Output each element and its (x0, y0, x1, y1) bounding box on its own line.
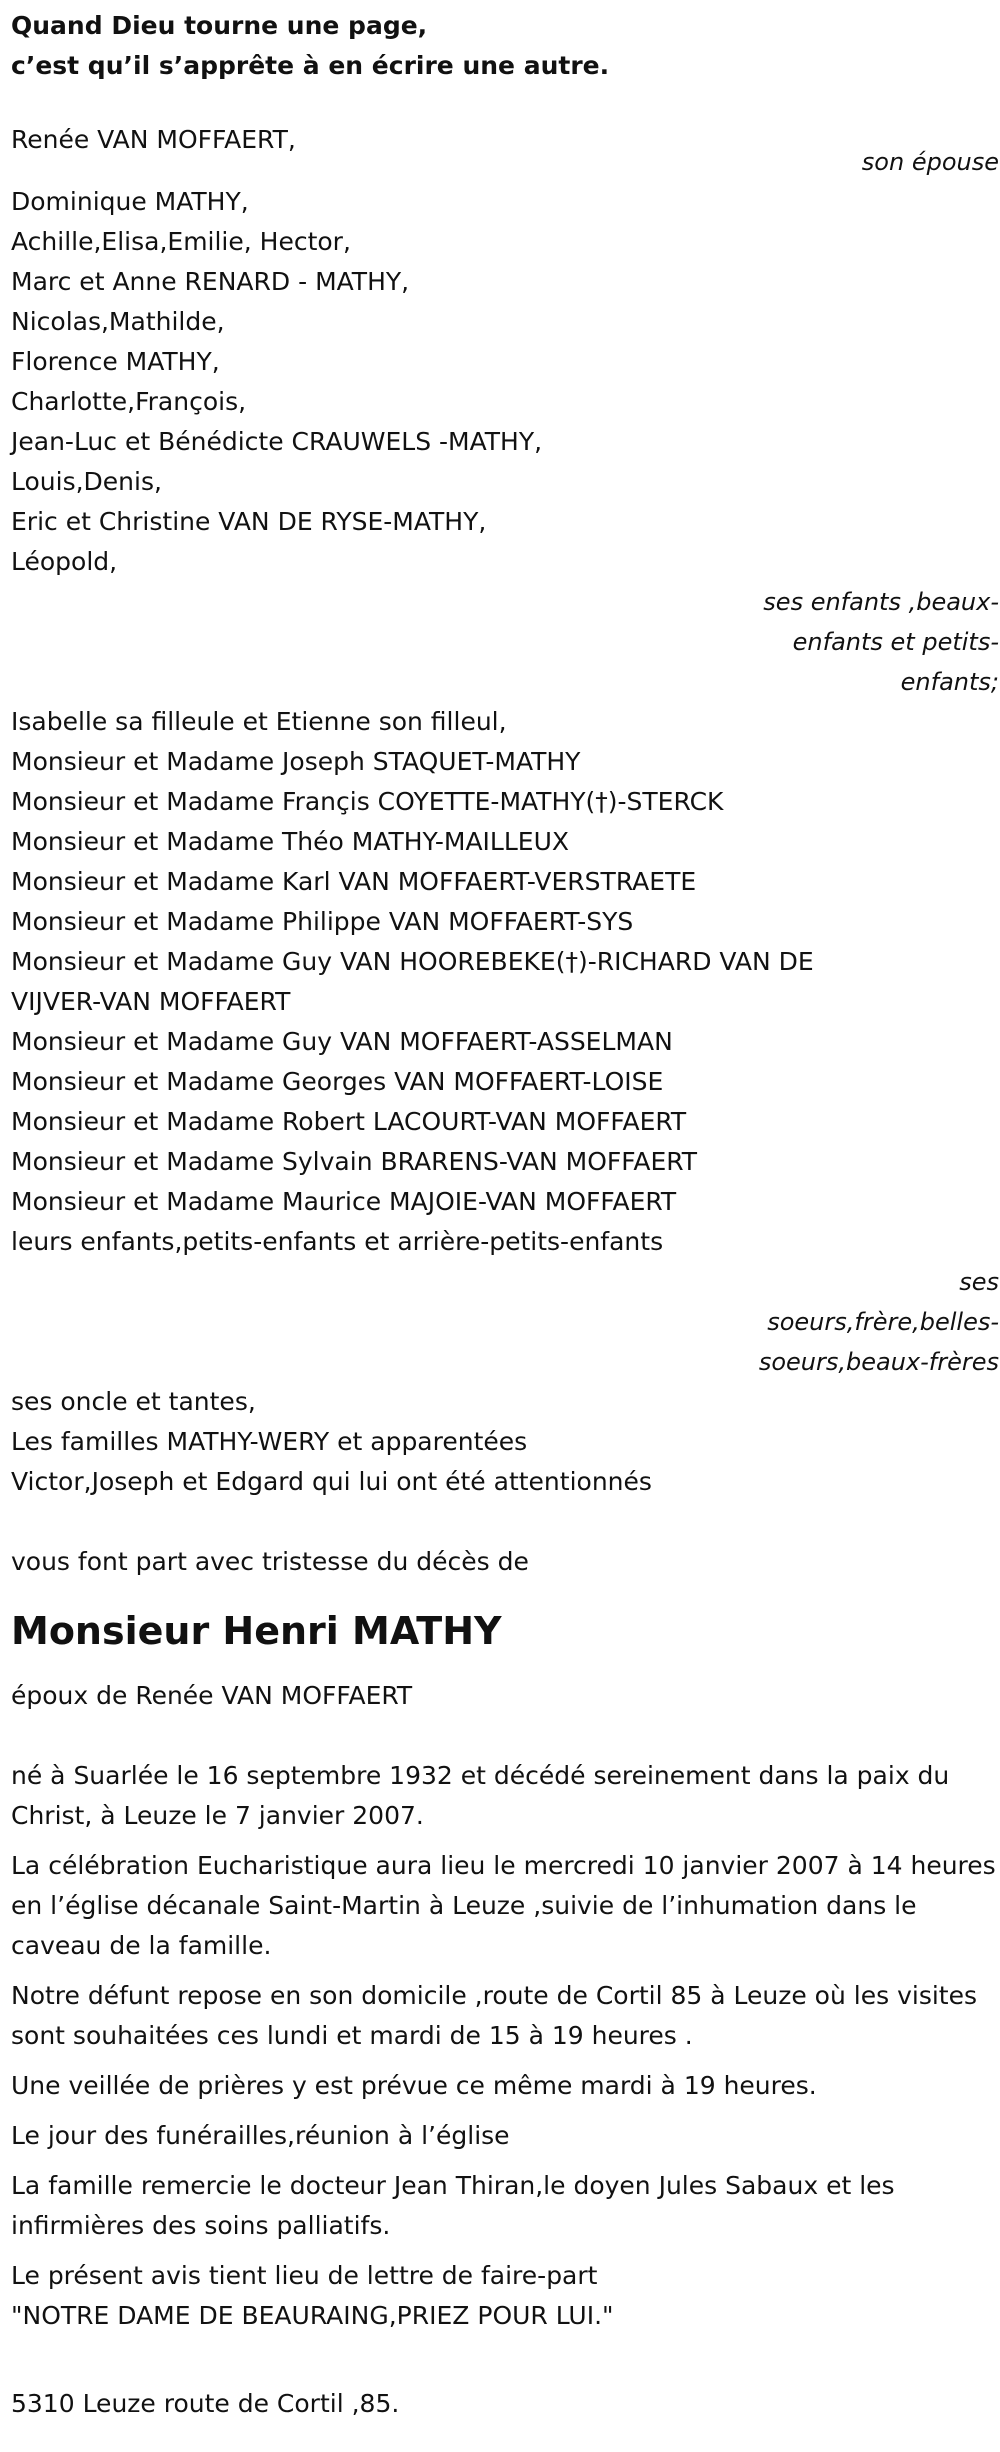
siblings-section (11, 702, 999, 1382)
role-line: ses enfants ,beaux- (763, 588, 999, 616)
obituary-column (11, 0, 999, 2424)
family-line: Monsieur et Madame Guy VAN MOFFAERT-ASSELMAN (11, 1027, 673, 1056)
family-line: Les familles MATHY-WERY et apparentées (11, 1427, 528, 1456)
detail-paragraph: Notre défunt repose en son domicile ,route de Cortil 85 à Leuze où les visites sont souhaitées ces lundi et mardi de 15 à 19 heures . (11, 1981, 977, 2050)
children-section (11, 182, 999, 702)
family-line: Louis,Denis, (11, 467, 162, 496)
family-line: Monsieur et Madame Françis COYETTE-MATHY(†)-STERCK (11, 787, 724, 816)
family-line: Monsieur et Madame Philippe VAN MOFFAERT-SYS (11, 907, 634, 936)
family-line: Monsieur et Madame Karl VAN MOFFAERT-VERSTRAETE (11, 867, 697, 896)
detail-paragraph: né à Suarlée le 16 septembre 1932 et décédé sereinement dans la paix du Christ, à Leuze le 7 janvier 2007. (11, 1761, 950, 1830)
family-line: Monsieur et Madame Robert LACOURT-VAN MOFFAERT (11, 1107, 687, 1136)
family-line: Monsieur et Madame Joseph STAQUET-MATHY (11, 747, 581, 776)
family-line: Jean-Luc et Bénédicte CRAUWELS -MATHY, (11, 427, 543, 456)
siblings-role (739, 1262, 999, 1382)
role-line: enfants; (900, 668, 999, 696)
family-line: ses oncle et tantes, (11, 1387, 256, 1416)
children-role (749, 582, 999, 702)
deceased-spouse: époux de Renée VAN MOFFAERT (11, 1681, 413, 1710)
family-line: Charlotte,François, (11, 387, 247, 416)
family-line: Monsieur et Madame Guy VAN HOOREBEKE(†)-RICHARD VAN DE (11, 947, 814, 976)
opening-quote (11, 6, 999, 86)
family-line: Florence MATHY, (11, 347, 220, 376)
role-line: soeurs,beaux-frères (758, 1348, 999, 1376)
family-line: Monsieur et Madame Georges VAN MOFFAERT-LOISE (11, 1067, 664, 1096)
family-line: Monsieur et Madame Maurice MAJOIE-VAN MOFFAERT (11, 1187, 677, 1216)
role-line: soeurs,frère,belles- (767, 1308, 999, 1336)
others-section (11, 1382, 999, 1502)
details-section (11, 1756, 996, 2336)
prayer: "NOTRE DAME DE BEAURAING,PRIEZ POUR LUI." (11, 2301, 614, 2330)
family-line: Achille,Elisa,Emilie, Hector, (11, 227, 351, 256)
detail-paragraph: Le jour des funérailles,réunion à l’église (11, 2121, 510, 2150)
role-line: enfants et petits- (792, 628, 999, 656)
family-line: leurs enfants,petits-enfants et arrière-petits-enfants (11, 1227, 664, 1256)
spouse-section (11, 120, 999, 182)
detail-paragraph: La famille remercie le docteur Jean Thiran,le doyen Jules Sabaux et les infirmières des soins palliatifs. (11, 2171, 895, 2240)
family-line: Marc et Anne RENARD - MATHY, (11, 267, 410, 296)
family-line: Eric et Christine VAN DE RYSE-MATHY, (11, 507, 487, 536)
announcement: vous font part avec tristesse du décès de (11, 1547, 529, 1576)
family-line: Monsieur et Madame Sylvain BRARENS-VAN MOFFAERT (11, 1147, 698, 1176)
family-line: Monsieur et Madame Théo MATHY-MAILLEUX (11, 827, 570, 856)
quote-line-1: Quand Dieu tourne une page, (11, 11, 428, 40)
spouse-name: Renée VAN MOFFAERT, (11, 125, 296, 154)
family-line: Léopold, (11, 547, 118, 576)
role-line: ses (959, 1268, 999, 1296)
detail-paragraph: Le présent avis tient lieu de lettre de faire-part (11, 2261, 598, 2290)
family-line: Isabelle sa filleule et Etienne son filleul, (11, 707, 507, 736)
detail-paragraph: Une veillée de prières y est prévue ce même mardi à 19 heures. (11, 2071, 817, 2100)
family-line: Dominique MATHY, (11, 187, 249, 216)
spouse-role: son épouse (861, 148, 999, 176)
family-line: Nicolas,Mathilde, (11, 307, 225, 336)
address: 5310 Leuze route de Cortil ,85. (11, 2389, 400, 2418)
deceased-name: Monsieur Henri MATHY (11, 1609, 502, 1653)
quote-line-2: c’est qu’il s’apprête à en écrire une autre. (11, 51, 610, 80)
family-line: VIJVER-VAN MOFFAERT (11, 987, 291, 1016)
family-line: Victor,Joseph et Edgard qui lui ont été attentionnés (11, 1467, 652, 1496)
detail-paragraph: La célébration Eucharistique aura lieu le mercredi 10 janvier 2007 à 14 heures en l’église décanale Saint-Martin à Leuze ,suivie de l’inhumation dans le caveau de la famille. (11, 1851, 996, 1960)
